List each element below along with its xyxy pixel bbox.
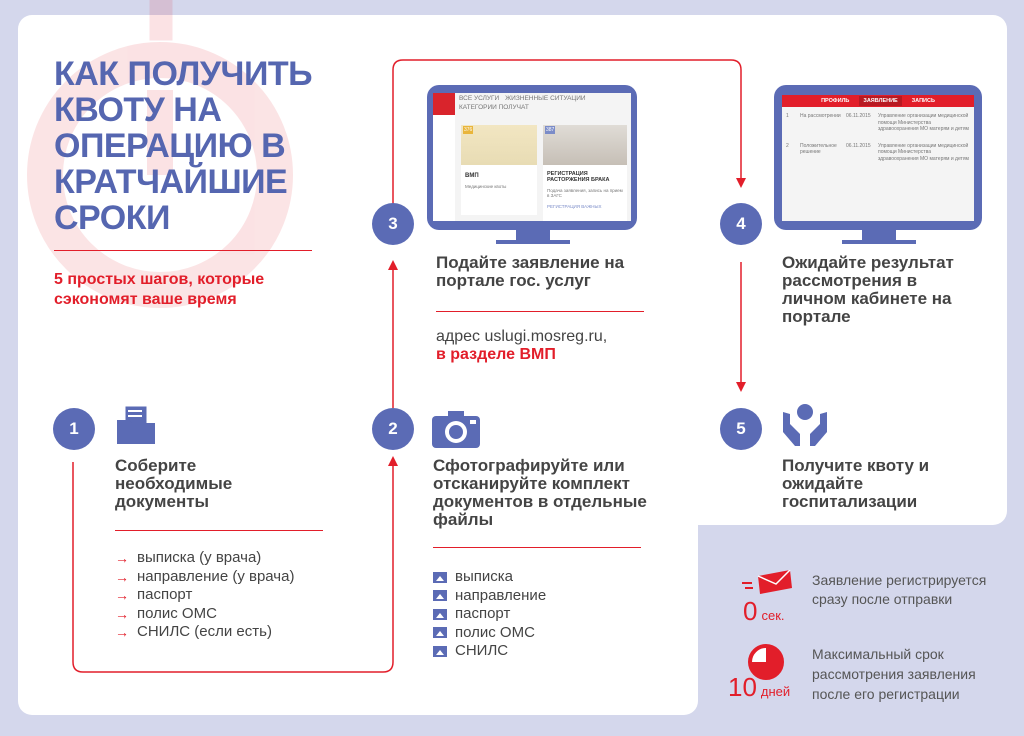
image-icon [433,627,447,638]
portal-nav-all-services[interactable]: ВСЕ УСЛУГИ [459,95,500,102]
step-2-list [433,568,546,661]
list-item: паспорт [433,605,546,624]
envelope-icon [742,570,794,594]
tab-application: ЗАЯВЛЕНИЕ [859,96,901,106]
camera-icon [432,410,480,448]
step-3-number: 3 [372,203,414,245]
portal-nav-bar [459,95,631,112]
page-title: КАК ПОЛУЧИТЬ КВОТУ НА ОПЕРАЦИЮ В КРАТЧАЙШИЕ СРОКИ [54,55,313,237]
list-item: → выписка (у врача) [115,549,262,566]
list-item: полис ОМС [433,624,546,643]
image-icon [433,572,447,583]
list-item: СНИЛС [433,642,546,661]
portal-logo [433,93,455,115]
monitor-portal: 376 ВМП Медицинские квоты 387 РЕГИСТРАЦИЯ РАСТОРЖЕНИЯ БРАКА Подача заявления, запись на прием в ЗАГС РЕГИСТРАЦИЯ ВАЖНЫХ ВСЕ УСЛУГИ ЖИЗНЕННЫЕ СИТУАЦИИ КАТЕГОРИИ ПОЛУЧАТ [427,85,637,230]
fact-1-text: Максимальный срок рассмотрения заявления после его регистрации [812,646,976,702]
list-item: выписка [433,568,546,587]
step-1-number: 1 [53,408,95,450]
subtitle: 5 простых шагов, которые сэкономят ваше время [54,271,265,308]
list-item: → СНИЛС (если есть) [115,623,272,640]
folder-icon [115,404,157,446]
step-2-title: Сфотографируйте или отсканируйте комплект документов в отдельные файлы [433,456,647,529]
step-4-number: 4 [720,203,762,245]
portal-nav-categories[interactable]: КАТЕГОРИИ ПОЛУЧАТ [459,104,529,111]
list-item: направление [433,587,546,606]
portal-nav-life-situations[interactable]: ЖИЗНЕННЫЕ СИТУАЦИИ [505,95,586,102]
portal-section: в разделе ВМП [436,346,556,363]
step-5-number: 5 [720,408,762,450]
list-item: → полис ОМС [115,604,217,622]
step-4-title: Ожидайте результат рассмотрения в личном кабинете на портале [782,253,954,326]
image-icon [433,609,447,620]
list-item: → паспорт [115,586,193,603]
step-5-title: Получите квоту и ожидайте госпитализации [782,456,930,511]
monitor-cabinet: ПРОФИЛЬ ЗАЯВЛЕНИЕ ЗАПИСЬ 1 На рассмотрении 06.11.2015 Управление организации медицинской помощи Министерства здравоохранения МО матерям и детям 2 Положительное решение 06.11.2015 Управление организации медицинской помощи Министерства здравоохранения МО матерям и детям [774,85,982,230]
image-icon [433,590,447,601]
hands-icon [780,402,830,448]
step-1-list [115,549,294,642]
image-icon [433,646,447,657]
portal-address: адрес uslugi.mosreg.ru, [436,328,608,345]
step-3-title: Подайте заявление на портале гос. услуг [436,253,625,290]
fact-1-value: 10 дней [728,672,791,702]
tab-appointment: ЗАПИСЬ [911,98,935,104]
fact-0-text: Заявление регистрируется сразу после отправки [812,572,987,607]
step-1-title: Соберите необходимые документы [115,456,233,511]
fact-0-value: 0 сек. [743,596,785,626]
list-item: → направление (у врача) [115,567,295,585]
tab-profile: ПРОФИЛЬ [821,98,850,104]
step-2-number: 2 [372,408,414,450]
